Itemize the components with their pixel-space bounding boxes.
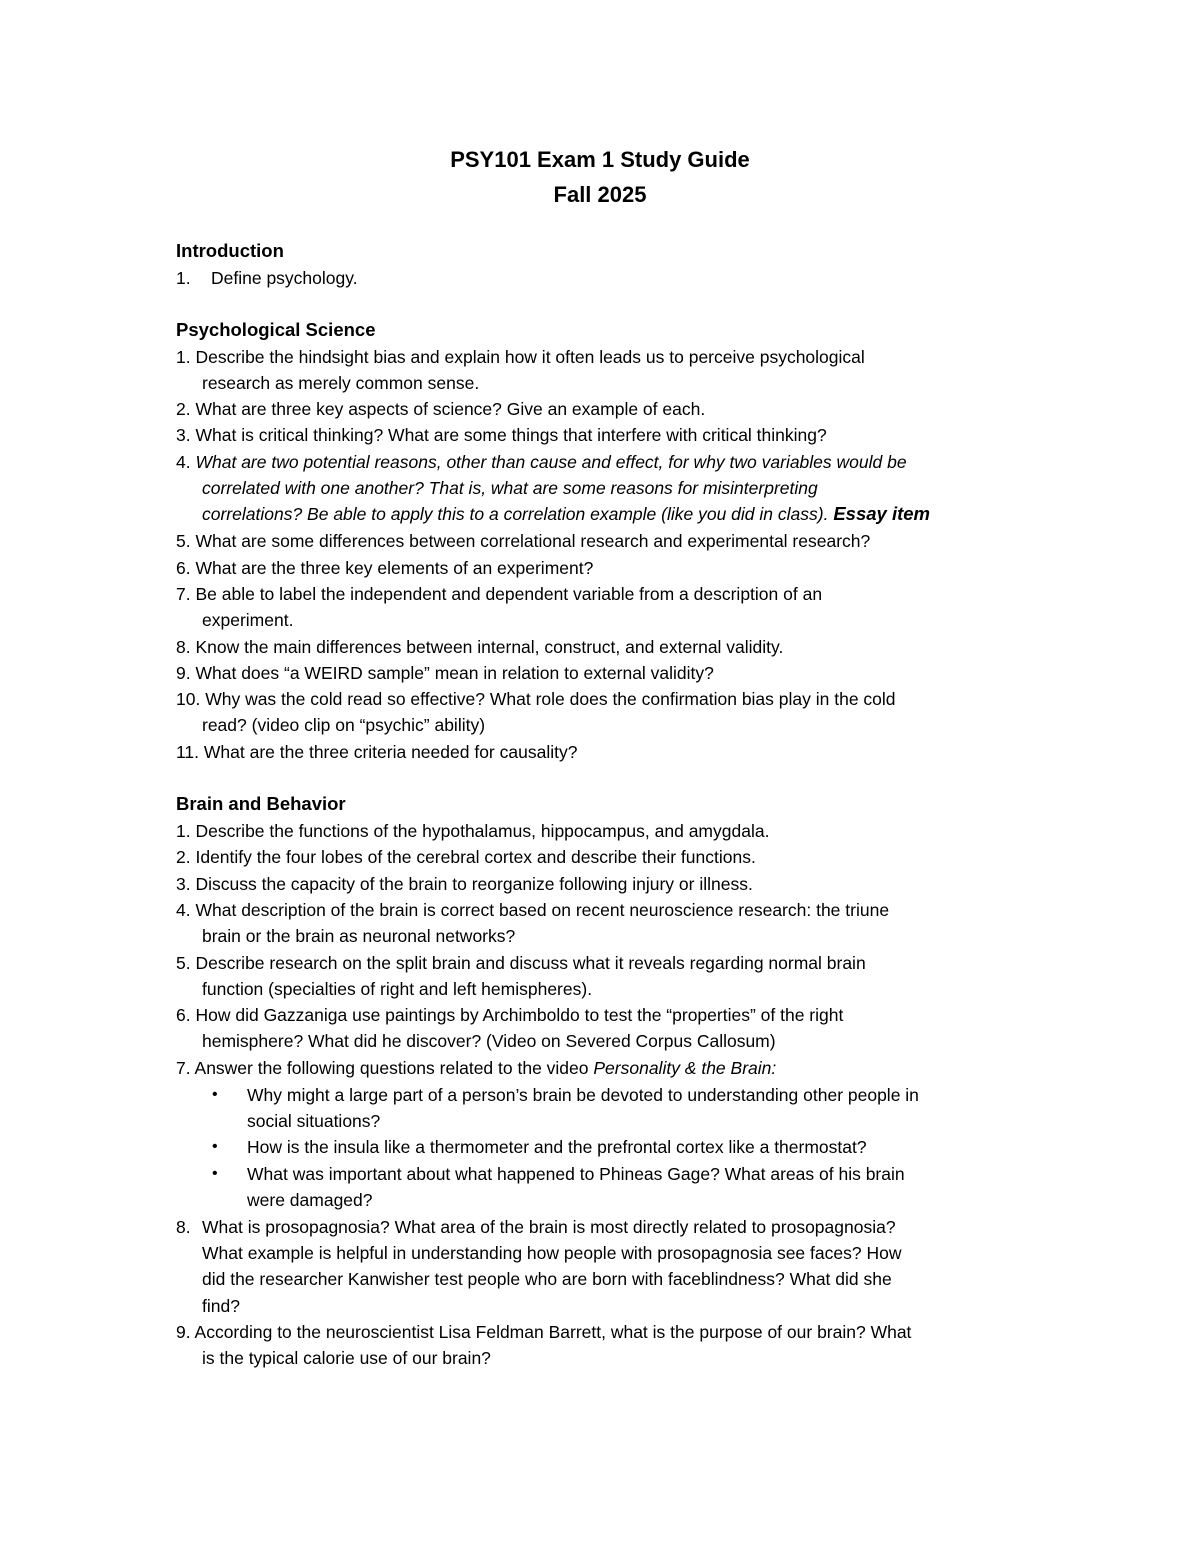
section-heading-psychological-science: Psychological Science (176, 319, 376, 340)
section-heading-brain-and-behavior: Brain and Behavior (176, 793, 346, 814)
item-text-continued: find? (202, 1295, 240, 1316)
document-subtitle: Fall 2025 (553, 182, 647, 207)
item-number: 7. (176, 1058, 191, 1078)
list-item (176, 871, 1036, 897)
list-item (176, 344, 1036, 396)
item-text: Describe research on the split brain and discuss what it reveals regarding normal brain (195, 953, 866, 973)
item-text: Answer the following questions related to the video (194, 1058, 594, 1078)
item-number: 2. (176, 847, 191, 867)
item-text-continued: did the researcher Kanwisher test people who are born with faceblindness? What did she (202, 1269, 892, 1290)
item-text: Describe the hindsight bias and explain how it often leads us to perceive psychological (195, 347, 865, 367)
list-item (176, 1055, 1036, 1081)
item-text: Why was the cold read so effective? What role does the confirmation bias play in the cold (205, 689, 896, 709)
list-item (176, 555, 1036, 581)
item-text: What is critical thinking? What are some things that interfere with critical thinking? (195, 425, 827, 445)
item-text: Know the main differences between internal, construct, and external validity. (195, 637, 784, 657)
list-item (176, 950, 1036, 1002)
list-item (176, 1214, 1036, 1319)
item-number: 3. (176, 874, 191, 894)
item-text-continued: experiment. (202, 610, 294, 631)
list-item (176, 265, 1036, 291)
item-number: 9. (176, 663, 191, 683)
item-text: How did Gazzaniga use paintings by Archimboldo to test the “properties” of the right (195, 1005, 844, 1025)
list-item (176, 581, 1036, 633)
list-item (176, 844, 1036, 870)
item-text: What is prosopagnosia? What area of the brain is most directly related to prosopagnosia? (202, 1217, 896, 1237)
item-number: 8. (176, 637, 191, 657)
item-number: 7. (176, 584, 191, 604)
item-text-continued: brain or the brain as neuronal networks? (202, 926, 516, 947)
item-text-continued: correlated with one another? That is, what are some reasons for misinterpreting (202, 478, 818, 499)
item-number: 1. (176, 821, 191, 841)
list-item-essay (176, 449, 1036, 528)
item-number: 1. (176, 347, 191, 367)
video-title: Personality & the Brain: (593, 1058, 777, 1078)
item-text-continued: function (specialties of right and left hemispheres). (202, 979, 593, 1000)
bullet-icon: • (212, 1165, 218, 1182)
document-title: PSY101 Exam 1 Study Guide (450, 147, 750, 172)
item-text: Define psychology. (211, 268, 358, 288)
bullet-icon: • (212, 1086, 218, 1103)
item-text-continued: correlations? Be able to apply this to a correlation example (like you did in class). (202, 504, 829, 525)
item-text: What are the three key elements of an experiment? (195, 558, 594, 578)
bullet-text-continued: social situations? (247, 1111, 381, 1132)
list-item (176, 422, 1036, 448)
bullet-item (212, 1082, 1032, 1134)
item-number: 11. (176, 742, 200, 762)
list-item (176, 897, 1036, 949)
item-number: 2. (176, 399, 191, 419)
item-text-continued: What example is helpful in understanding how people with prosopagnosia see faces? How (202, 1243, 902, 1264)
item-text: Describe the functions of the hypothalamus, hippocampus, and amygdala. (195, 821, 770, 841)
item-text: According to the neuroscientist Lisa Feldman Barrett, what is the purpose of our brain? What (194, 1322, 912, 1342)
list-item (176, 528, 1036, 554)
list-item (176, 739, 1036, 765)
item-text-continued: hemisphere? What did he discover? (Video on Severed Corpus Callosum) (202, 1031, 776, 1052)
bullet-text: Why might a large part of a person’s brain be devoted to understanding other people in (247, 1085, 919, 1105)
item-text: What are the three criteria needed for causality? (203, 742, 578, 762)
list-item (176, 660, 1036, 686)
section-heading-introduction: Introduction (176, 240, 284, 261)
list-item (176, 686, 1036, 738)
item-text: Identify the four lobes of the cerebral cortex and describe their functions. (195, 847, 756, 867)
item-text: Discuss the capacity of the brain to reorganize following injury or illness. (195, 874, 753, 894)
list-item (176, 818, 1036, 844)
item-number: 4. (176, 452, 191, 472)
bullet-item (212, 1134, 1032, 1160)
item-text-continued: read? (video clip on “psychic” ability) (202, 715, 486, 736)
essay-item-label: Essay item (833, 503, 930, 525)
bullet-item (212, 1161, 1032, 1213)
item-text: What description of the brain is correct based on recent neuroscience research: the triune (195, 900, 890, 920)
item-number: 5. (176, 531, 191, 551)
item-number: 1. (176, 268, 191, 288)
item-number: 4. (176, 900, 191, 920)
item-text-continued: research as merely common sense. (202, 373, 480, 394)
item-text: What are three key aspects of science? Give an example of each. (195, 399, 706, 419)
item-number: 6. (176, 558, 191, 578)
item-text: What are two potential reasons, other than cause and effect, for why two variables would be (195, 452, 907, 472)
bullet-text: What was important about what happened to Phineas Gage? What areas of his brain (247, 1164, 905, 1184)
item-number: 8. (176, 1217, 191, 1237)
item-text: What are some differences between correlational research and experimental research? (195, 531, 871, 551)
bullet-text: How is the insula like a thermometer and the prefrontal cortex like a thermostat? (247, 1137, 867, 1157)
item-number: 10. (176, 689, 201, 709)
bullet-text-continued: were damaged? (247, 1190, 373, 1211)
list-item (176, 1319, 1036, 1371)
bullet-icon: • (212, 1138, 218, 1155)
item-number: 9. (176, 1322, 191, 1342)
item-text: What does “a WEIRD sample” mean in relation to external validity? (195, 663, 714, 683)
list-item (176, 634, 1036, 660)
list-item (176, 1002, 1036, 1054)
item-number: 3. (176, 425, 191, 445)
item-number: 5. (176, 953, 191, 973)
list-item (176, 396, 1036, 422)
item-number: 6. (176, 1005, 191, 1025)
item-text: Be able to label the independent and dependent variable from a description of an (195, 584, 823, 604)
item-text-continued: is the typical calorie use of our brain? (202, 1348, 491, 1369)
